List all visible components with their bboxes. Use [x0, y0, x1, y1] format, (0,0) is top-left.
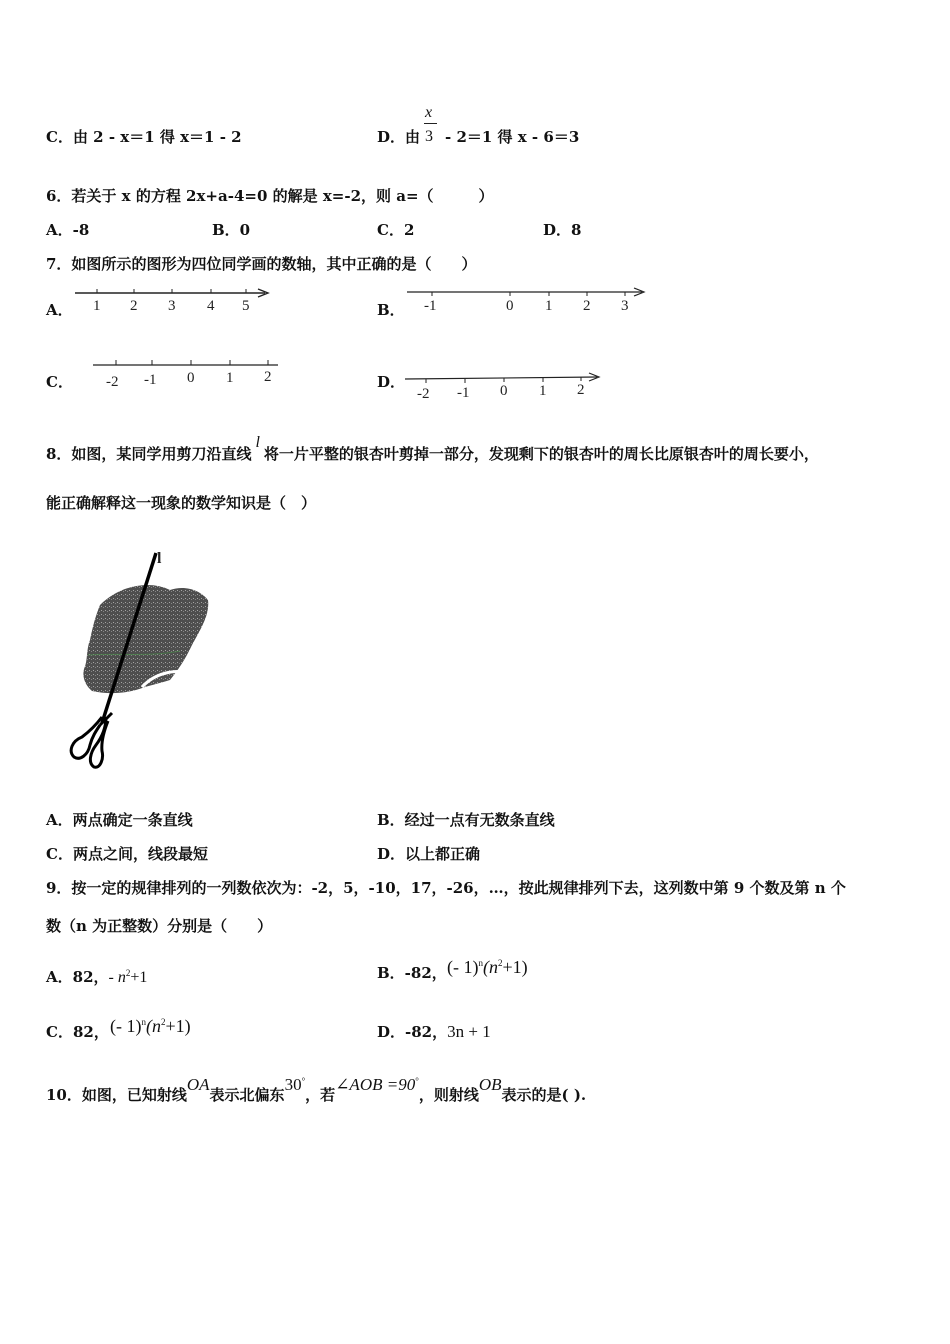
q9-stem-line1: 9．按一定的规律排列的一列数依次为：-2，5，-10，17，-26，…，按此规律排列下去，这列数中第 9 个数及第 n 个: [46, 879, 846, 897]
q8-line-symbol: l: [255, 434, 260, 451]
q10-angle-30: 30: [284, 1075, 302, 1094]
axis-c-tick-2: -1: [144, 372, 157, 388]
q9-option-a: A．82，- $n^2+1$: [46, 968, 148, 986]
q5-option-d: D．由: [377, 128, 421, 146]
q8-option-d: D．以上都正确: [377, 845, 481, 863]
q6-stem: 6．若关于 x 的方程 2x+a-4=0 的解是 x=-2，则 a=（ ）: [46, 187, 494, 205]
q10-ray-ob: OB: [478, 1075, 502, 1094]
axis-d-tick-3: 0: [500, 383, 508, 399]
ginkgo-scissors-figure: [60, 545, 230, 775]
q6-option-c: C．2: [377, 221, 415, 239]
axis-c-tick-4: 1: [226, 370, 234, 386]
q6-option-b: B．0: [212, 221, 251, 239]
q5-option-c: C．由 2 - x＝1 得 x＝1 - 2: [46, 128, 242, 146]
q9-option-c: C．82，: [46, 1023, 109, 1041]
q7-label-a: A．: [46, 301, 73, 319]
number-line-a: [75, 289, 268, 314]
q8-option-b: B．经过一点有无数条直线: [377, 811, 555, 829]
axis-a-tick-3: 3: [168, 298, 176, 314]
q9-option-b-expr: (- $1)^n(n^2+1)$: [447, 957, 528, 977]
q9-option-d: D．-82，3n + 1: [377, 1022, 491, 1041]
axis-a-tick-1: 1: [93, 298, 101, 314]
axis-d-tick-4: 1: [539, 383, 547, 399]
axis-b-tick-2: 0: [506, 298, 514, 314]
q10-ray-oa: OA: [186, 1075, 210, 1094]
q5-fraction-numerator: x: [425, 104, 433, 121]
axis-d-tick-2: -1: [457, 385, 470, 401]
number-line-c: [93, 360, 278, 390]
q9-stem-line2: 数（n 为正整数）分别是（ ）: [46, 917, 273, 935]
q5-fraction-denominator: 3: [425, 128, 433, 145]
axis-b-tick-4: 2: [583, 298, 591, 314]
q9-option-a-expr: - n: [108, 969, 126, 986]
q5-option-c-text: 由 2 - x＝1 得 x＝1 - 2: [72, 128, 242, 146]
q6-option-d: D．8: [543, 221, 582, 239]
axis-b-tick-5: 3: [621, 298, 629, 314]
number-line-d: [405, 373, 599, 402]
axis-a-tick-5: 5: [242, 298, 250, 314]
q7-label-d: D．: [377, 373, 406, 391]
axis-b-tick-1: -1: [424, 298, 437, 314]
q9-option-c-expr: (- $1)^n(n^2+1)$: [110, 1016, 191, 1036]
q10-stem: 10．如图，已知射线OA表示北偏东30°，若∠AOB =90°，则射线OB表示的是( ).: [46, 1075, 587, 1104]
q7-number-lines: [0, 0, 950, 420]
q7-label-b: B．: [377, 301, 405, 319]
number-line-b: [407, 288, 644, 314]
q10-angle-aob: ∠AOB =90: [335, 1075, 416, 1094]
axis-a-tick-2: 2: [130, 298, 138, 314]
q5-option-d-rest: - 2＝1 得 x - 6＝3: [445, 128, 580, 146]
axis-b-tick-3: 1: [545, 298, 553, 314]
axis-d-tick-1: -2: [417, 386, 430, 402]
q6-option-a: A．-8: [46, 221, 90, 239]
axis-d-tick-5: 2: [577, 382, 585, 398]
axis-c-tick-3: 0: [187, 370, 195, 386]
axis-c-tick-1: -2: [106, 374, 119, 390]
axis-c-tick-5: 2: [264, 369, 272, 385]
axis-a-tick-4: 4: [207, 298, 215, 314]
scissors-icon: [71, 713, 112, 767]
q8-stem-line1: 8．如图，某同学用剪刀沿直线l将一片平整的银杏叶剪掉一部分，发现剩下的银杏叶的周长比原银杏叶的周长要小，: [46, 434, 819, 463]
ginkgo-leaf: [83, 585, 208, 693]
q7-stem: 7．如图所示的图形为四位同学画的数轴，其中正确的是（ ）: [46, 255, 477, 273]
q9-option-b: B．-82，: [377, 964, 447, 982]
q8-option-a: A．两点确定一条直线: [46, 811, 193, 829]
q9-option-d-expr: 3n + 1: [447, 1022, 491, 1041]
q7-label-c: C．: [46, 373, 73, 391]
figure-line-label: l: [157, 550, 162, 567]
q8-stem-line2: 能正确解释这一现象的数学知识是（ ）: [46, 494, 317, 512]
q8-option-c: C．两点之间，线段最短: [46, 845, 208, 863]
